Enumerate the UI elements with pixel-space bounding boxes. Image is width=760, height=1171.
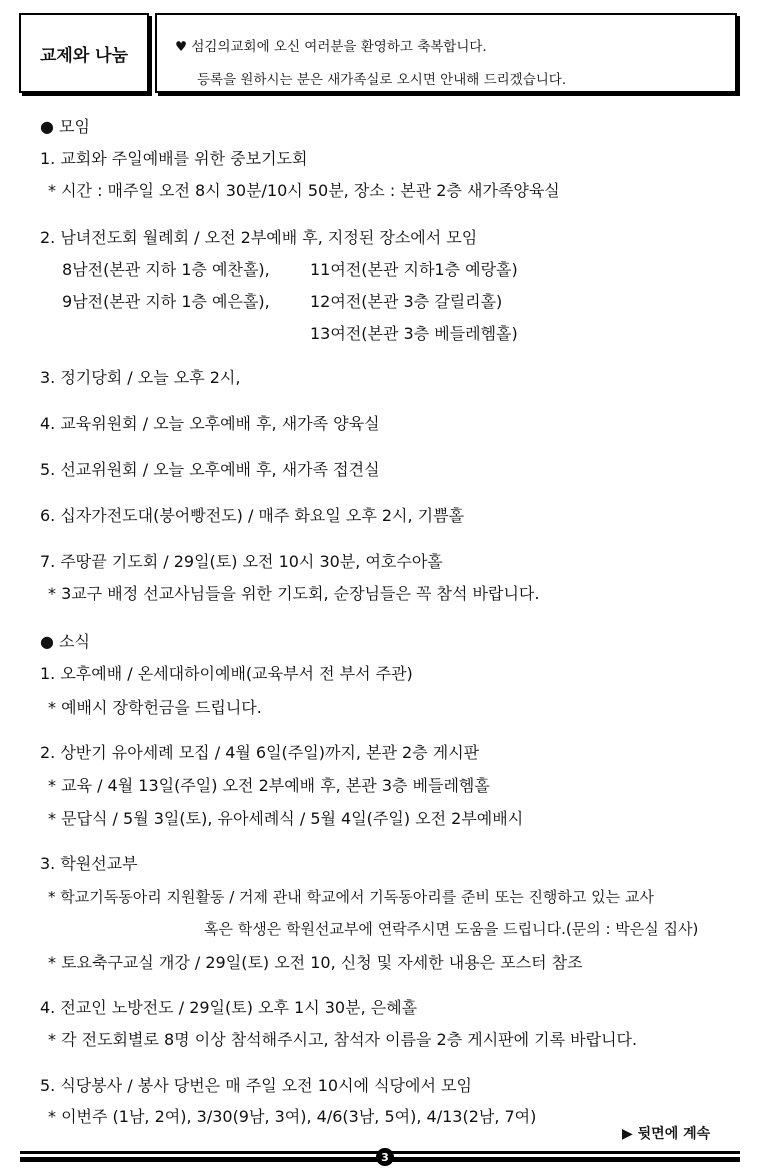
meeting-2-row2-right: 12여전(본관 3층 갈릴리홀)	[310, 292, 503, 311]
meeting-2-title: 2. 남녀전도회 월례회 / 오전 2부예배 후, 지정된 장소에서 모임	[40, 228, 478, 247]
page-number: 3	[381, 1150, 389, 1164]
news-1: 1. 오후예배 / 온세대하이예배(교육부서 전 부서 주관)	[40, 664, 413, 683]
news-2-note-2: * 문답식 / 5월 3일(토), 유아세례식 / 5월 4일(주일) 오전 2부예배시	[48, 809, 524, 828]
news-4-note: * 각 전도회별로 8명 이상 참석해주시고, 참석자 이름을 2층 게시판에 기록 바랍니다.	[48, 1030, 638, 1049]
news-2-note-1: * 교육 / 4월 13일(주일) 오전 2부예배 후, 본관 3층 베들레헴홀	[48, 776, 490, 795]
meeting-7: 7. 주땅끝 기도회 / 29일(토) 오전 10시 30분, 여호수아홀	[40, 552, 443, 571]
news-5: 5. 식당봉사 / 봉사 당번은 매 주일 오전 10시에 식당에서 모임	[40, 1076, 472, 1095]
news-5-note: * 이번주 (1남, 2여), 3/30(9남, 3여), 4/6(3남, 5여), 4/13(2남, 7여)	[48, 1107, 537, 1126]
meeting-1-note: * 시간 : 매주일 오전 8시 30분/10시 50분, 장소 : 본관 2층 새가족양육실	[48, 181, 560, 200]
meeting-6: 6. 십자가전도대(붕어빵전도) / 매주 화요일 오후 2시, 기쁨홀	[40, 506, 465, 525]
page-number-badge	[376, 1148, 394, 1166]
news-1-note: * 예배시 장학헌금을 드립니다.	[48, 698, 262, 717]
news-4: 4. 전교인 노방전도 / 29일(토) 오후 1시 30분, 은혜홀	[40, 998, 418, 1017]
news-2: 2. 상반기 유아세례 모집 / 4월 6일(주일)까지, 본관 2층 게시판	[40, 743, 480, 762]
meeting-4: 4. 교육위원회 / 오늘 오후예배 후, 새가족 양육실	[40, 414, 380, 433]
meeting-2-row2-left: 9남전(본관 지하 1층 예은홀),	[62, 292, 270, 311]
news-3-note-1: * 학교기독동아리 지원활동 / 거제 관내 학교에서 기독동아리를 준비 또는 진행하고 있는 교사	[48, 888, 654, 906]
section-title-box	[19, 13, 149, 93]
meeting-1-title: 1. 교회와 주일예배를 위한 중보기도회	[40, 149, 308, 168]
meeting-2-row1-right: 11여전(본관 지하1층 예랑홀)	[310, 260, 518, 279]
continued-note: ▶ 뒷면에 계속	[622, 1126, 711, 1142]
news-3-note-1-cont: 혹은 학생은 학원선교부에 연락주시면 도움을 드립니다.(문의 : 박은실 집사)	[204, 920, 699, 938]
meetings-heading: ● 모임	[40, 117, 90, 136]
meeting-2-row1-left: 8남전(본관 지하 1층 예찬홀),	[62, 260, 270, 279]
meeting-7-note: * 3교구 배정 선교사님들을 위한 기도회, 순장님들은 꼭 참석 바랍니다.	[48, 584, 540, 603]
welcome-box	[155, 13, 737, 93]
news-3: 3. 학원선교부	[40, 854, 138, 873]
news-heading: ● 소식	[40, 632, 90, 651]
welcome-text: ♥ 섬김의교회에 오신 여러분을 환영하고 축복합니다.	[175, 39, 487, 55]
meeting-5: 5. 선교위원회 / 오늘 오후예배 후, 새가족 접견실	[40, 460, 380, 479]
meeting-3: 3. 정기당회 / 오늘 오후 2시,	[40, 368, 241, 387]
section-title: 교제와 나눔	[39, 45, 129, 66]
register-text: 등록을 원하시는 분은 새가족실로 오시면 안내해 드리겠습니다.	[197, 72, 567, 88]
meeting-2-row3-right: 13여전(본관 3층 베들레헴홀)	[310, 324, 518, 343]
news-3-note-2: * 토요축구교실 개강 / 29일(토) 오전 10, 신청 및 자세한 내용은 포스터 참조	[48, 953, 583, 972]
